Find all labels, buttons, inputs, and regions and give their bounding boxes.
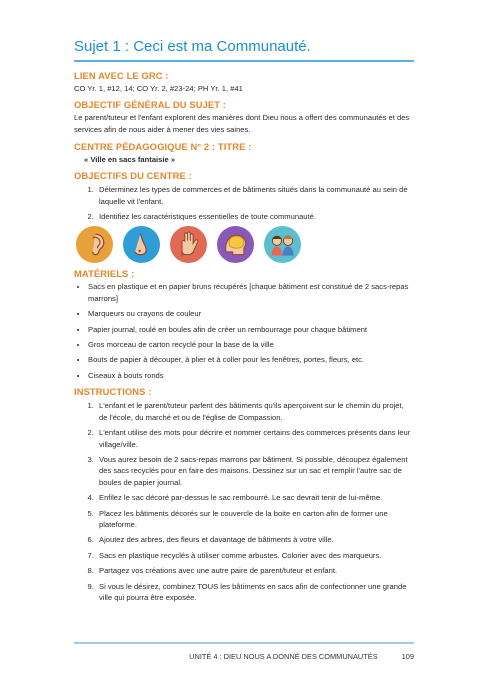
lien-heading: LIEN AVEC LE GRC : xyxy=(74,70,169,81)
footer-divider xyxy=(74,642,414,644)
list-item: • Marqueurs ou crayons de couleur xyxy=(88,308,414,319)
objectifs-centre-heading: OBJECTIFS DU CENTRE : xyxy=(74,170,192,182)
centre-heading: CENTRE PÉDAGOGIQUE N° 2 : TITRE : xyxy=(74,141,252,153)
list-item: 1. Déterminez les types de commerces et de bâtiments situés dans la communauté au sein de laquelle vit l'enfant. xyxy=(96,184,414,207)
objectif-heading: OBJECTIF GÉNÉRAL DU SUJET : xyxy=(74,99,227,111)
instructions-list xyxy=(74,400,414,603)
list-item: • Ciseaux à bouts ronds xyxy=(88,370,414,381)
page-footer xyxy=(74,652,414,661)
hand-icon xyxy=(170,226,207,263)
ear-icon xyxy=(76,226,113,263)
list-item: 7. Sacs en plastique recyclés à utiliser comme arbustes. Colorier avec des marqueurs. xyxy=(96,550,414,561)
list-item: • Bouts de papier à découper, à plier et à coller pour les fenêtres, portes, fleurs, etc. xyxy=(88,354,414,365)
title-divider xyxy=(74,60,414,62)
page-number: 109 xyxy=(401,652,414,661)
list-item: • Gros morceau de carton recyclé pour la base de la ville xyxy=(88,339,414,350)
list-item: • Papier journal, roulé en boules afin de créer un rembourrage pour chaque bâtiment xyxy=(88,324,414,335)
instructions-heading: INSTRUCTIONS : xyxy=(74,386,152,398)
nose-icon xyxy=(123,226,160,263)
children-icon xyxy=(264,226,301,263)
brain-icon xyxy=(217,226,254,263)
senses-icons xyxy=(76,226,414,263)
lien-text: CO Yr. 1, #12, 14; CO Yr. 2, #23-24; PH Yr. 1, #41 xyxy=(74,84,243,93)
list-item: • Sacs en plastique et en papier bruns récupérés [chaque bâtiment est constitué de 2 sacs-repas marrons] xyxy=(88,281,414,304)
list-item: 2. Identifiez les caractéristiques essentielles de toute communauté. xyxy=(96,211,414,222)
objectif-text: Le parent/tuteur et l'enfant explorent des manières dont Dieu nous a offert des communautés et des services afin de nous aider à mener des vies saines. xyxy=(74,113,410,134)
materiels-heading: MATÉRIELS : xyxy=(74,268,135,280)
list-item: 2. L'enfant utilise des mots pour décrire et nommer certains des commerces présents dans leur village/ville. xyxy=(96,427,414,450)
content xyxy=(74,70,414,607)
list-item: 6. Ajoutez des arbres, des fleurs et davantage de bâtiments à votre ville. xyxy=(96,534,414,545)
centre-title: « Ville en sacs fantaisie » xyxy=(84,155,176,165)
unit-title: UNITÉ 4 : DIEU NOUS A DONNÉ DES COMMUNAUTÉS xyxy=(189,652,378,661)
list-item: 3. Vous aurez besoin de 2 sacs-repas marrons par bâtiment. Si possible, découpez également des sacs recyclés pour en faire des maisons. Dessinez sur un sac et remplir l'autre sac de boules de papier journal. xyxy=(96,454,414,488)
list-item: 4. Enfilez le sac décoré par-dessus le sac rembourré. Le sac devrait tenir de lui-même. xyxy=(96,492,414,503)
list-item: 1. L'enfant et le parent/tuteur parlent des bâtiments qu'ils aperçoivent sur le chemin du projet, de l'école, du marché et ou de l'église de Compassion. xyxy=(96,400,414,423)
list-item: 9. Si vous le désirez, combinez TOUS les bâtiments en sacs afin de confectionner une grande ville qui pourra être exposée. xyxy=(96,581,414,604)
page-title: Sujet 1 : Ceci est ma Communauté. xyxy=(74,38,311,55)
objectifs-centre-list xyxy=(74,184,414,222)
list-item: 8. Partagez vos créations avec une autre paire de parent/tuteur et enfant. xyxy=(96,565,414,576)
materiels-list xyxy=(74,281,414,381)
list-item: 5. Placez les bâtiments décorés sur le couvercle de la boite en carton afin de former une plateforme. xyxy=(96,508,414,531)
